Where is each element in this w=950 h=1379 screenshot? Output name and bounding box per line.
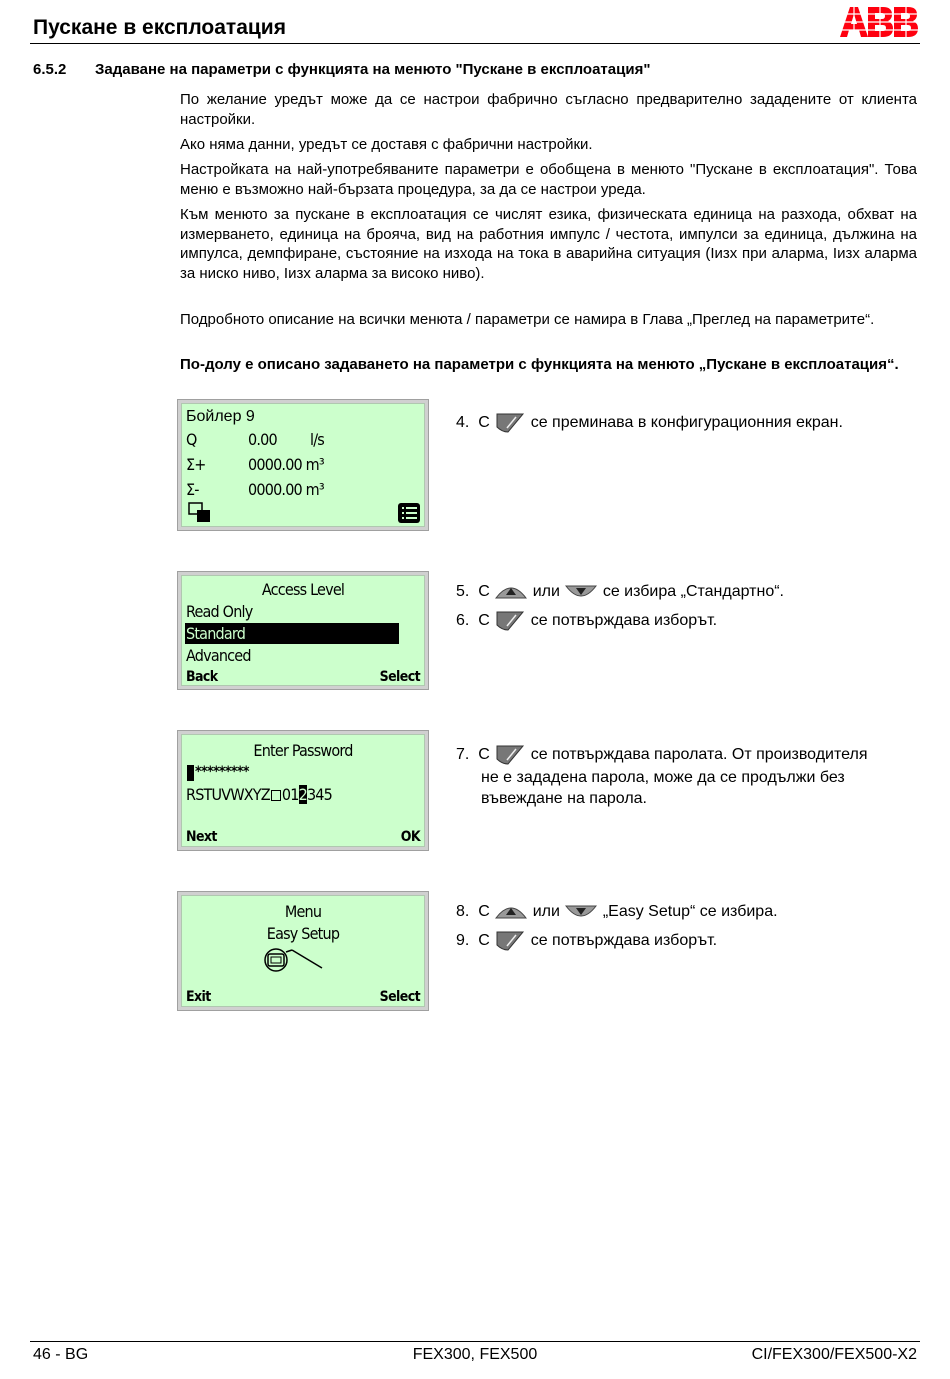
softkey-left-label: Next [186, 829, 217, 845]
step-text: се преминава в конфигурационния екран. [530, 414, 843, 432]
header-rule [30, 43, 920, 44]
lcd-title: Enter Password [253, 741, 353, 760]
step-number: 7. [456, 746, 470, 764]
step-7-line-2: не е зададена парола, може да се продължи без [481, 769, 845, 786]
step-7 [456, 743, 868, 767]
charset-letters: RSTUVWXYZ [186, 785, 270, 804]
lcd-screen-operator [177, 399, 429, 531]
step-number: 6. [456, 612, 470, 630]
footer-product: FEX300, FEX500 [412, 1346, 538, 1363]
lcd-row-unit: l/s [310, 430, 324, 449]
step-text: С [478, 583, 490, 600]
softkey-right-label: OK [400, 829, 420, 845]
menu-icon [397, 502, 421, 524]
step-text: „Easy Setup“ се избира. [602, 903, 778, 920]
step-text: се избира „Стандартно“. [602, 583, 784, 600]
step-4 [456, 411, 843, 435]
lcd-row-value: 0000.00 m³ [248, 455, 324, 474]
paragraph-bold: По-долу е описано задаването на параметри с функцията на менюто „Пускане в експлоатация“. [180, 356, 899, 373]
page-header-title: Пускане в експлоатация [33, 16, 286, 39]
section-title: Задаване на параметри с функцията на менюто "Пускане в експлоатация" [95, 61, 651, 78]
lcd-row-value: 0000.00 m³ [248, 480, 324, 499]
charset-cursor: 2 [298, 785, 307, 804]
enter-key-icon [494, 929, 526, 953]
lcd-row-value: 0.00 [248, 430, 277, 449]
step-8 [456, 901, 778, 923]
step-number: 5. [456, 583, 470, 600]
lcd-title: Access Level [261, 580, 345, 599]
enter-key-icon [494, 411, 526, 435]
space-symbol-icon [271, 790, 281, 801]
lcd-option: Read Only [186, 602, 253, 621]
step-5 [456, 581, 784, 603]
lcd-screen-menu [177, 891, 429, 1011]
lcd-screen-password [177, 730, 429, 851]
softkey-left-label: Back [186, 669, 218, 685]
step-text: С [478, 932, 490, 950]
step-6 [456, 609, 717, 633]
charset-digits: 345 [306, 785, 333, 804]
softkey-left-label: Exit [186, 989, 211, 1005]
up-key-icon [494, 902, 528, 922]
footer-page-number: 46 - BG [33, 1346, 89, 1363]
paragraph: Подробното описание на всички менюта / параметри се намира в Глава „Преглед на параметрите“. [180, 311, 875, 328]
down-key-icon [564, 902, 598, 922]
up-key-icon [494, 582, 528, 602]
lcd-row-label: Q [186, 430, 197, 449]
lcd-option: Advanced [186, 646, 251, 665]
step-text: С [478, 903, 490, 920]
lcd-row-label: Σ+ [186, 455, 206, 474]
step-text: С [478, 612, 490, 630]
softkey-right-label: Select [379, 669, 420, 685]
step-number: 9. [456, 932, 470, 950]
password-charset [186, 785, 332, 805]
display-switch-icon [188, 502, 212, 524]
setup-wizard-icon [262, 946, 326, 978]
paragraph: Настройката на най-употребяваните параметри е обобщена в менюто "Пускане в експлоатация". Това меню е възможно най-бързата процедура, за да се настрои уреда. [180, 161, 917, 198]
paragraph: По желание уредът може да се настрои фабрично съгласно предварително зададените от клиента настройки. [180, 91, 917, 128]
step-text: се потвърждава изборът. [530, 932, 718, 950]
section-number: 6.5.2 [33, 61, 67, 78]
enter-key-icon [494, 743, 526, 767]
lcd-title: Бойлер 9 [186, 408, 255, 425]
step-9 [456, 929, 717, 953]
step-text: С [478, 414, 490, 432]
lcd-title: Menu [284, 902, 322, 921]
lcd-row-label: Σ- [186, 480, 199, 499]
lcd-option-selected: Standard [186, 624, 246, 643]
step-text: се потвърждава паролата. От производителя [530, 746, 868, 764]
password-mask: ********* [195, 764, 249, 780]
paragraph: Към менюто за пускане в експлоатация се числят езика, физическата единица на разхода, обхват на измерването, единица на брояча, вид на работния импулс / честота, импулси за единица, дължина на импулса, демпфиране, състояние на изхода на тока в аварийна ситуация (Iизх при аларма, Iизх аларма за ниско ниво, Iизх аларма за високо ниво). [180, 206, 917, 282]
lcd-screen-access-level [177, 571, 429, 690]
footer-doc-id: CI/FEX300/FEX500-X2 [751, 1346, 917, 1363]
enter-key-icon [494, 609, 526, 633]
step-number: 4. [456, 414, 470, 432]
step-text: С [478, 746, 490, 764]
step-text: или [532, 903, 560, 920]
step-text: се потвърждава изборът. [530, 612, 718, 630]
lcd-subtitle: Easy Setup [266, 924, 340, 943]
paragraph: Ако няма данни, уредът се доставя с фабрични настройки. [180, 136, 593, 153]
step-text: или [532, 583, 560, 600]
step-number: 8. [456, 903, 470, 920]
charset-digits: 01 [281, 785, 299, 804]
footer-rule [30, 1341, 920, 1342]
cursor-block [187, 765, 194, 781]
down-key-icon [564, 582, 598, 602]
softkey-right-label: Select [379, 989, 420, 1005]
abb-logo [838, 5, 918, 39]
step-7-line-3: въвеждане на парола. [481, 790, 647, 807]
